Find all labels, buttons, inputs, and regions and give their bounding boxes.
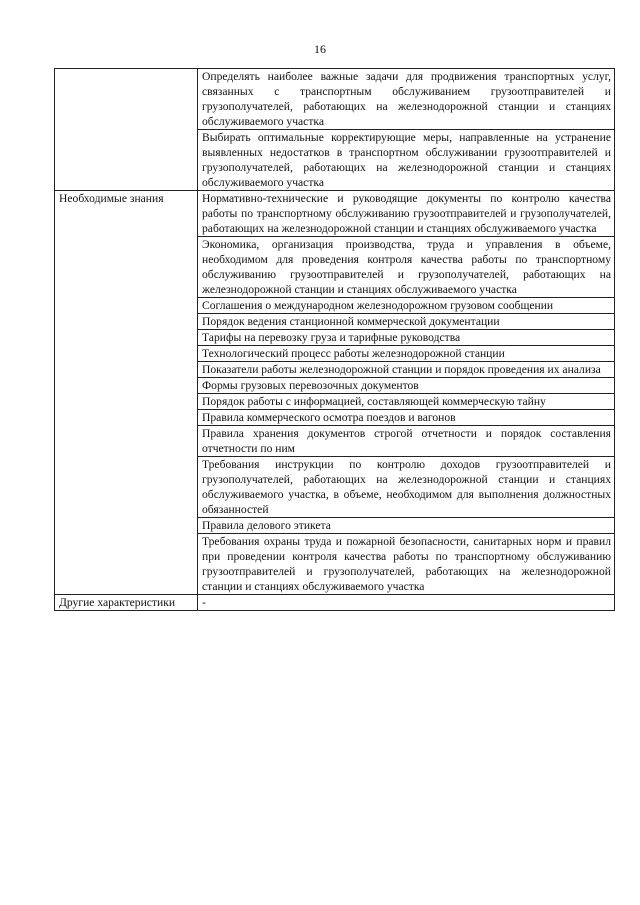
table-cell: Правила делового этикета xyxy=(198,518,615,534)
table-cell: Правила хранения документов строгой отчетности и порядок составления отчетности по ним xyxy=(198,426,615,457)
table-cell: Технологический процесс работы железнодорожной станции xyxy=(198,346,615,362)
table-cell: Порядок работы с информацией, составляющей коммерческую тайну xyxy=(198,394,615,410)
table-cell: Требования инструкции по контролю доходов грузоотправителей и грузополучателей, работающих на железнодорожной станции и станциях обслуживаемого участка, в объеме, необходимом для выполнения должностных обязанностей xyxy=(198,457,615,518)
table-cell: Показатели работы железнодорожной станции и порядок проведения их анализа xyxy=(198,362,615,378)
table-cell: Требования охраны труда и пожарной безопасности, санитарных норм и правил при проведении контроля качества работы по транспортному обслуживанию грузоотправителей и грузополучателей, работающих на железнодорожной станции и станциях обслуживаемого участка xyxy=(198,534,615,595)
table-cell: Нормативно-технические и руководящие документы по контролю качества работы по транспортному обслуживанию грузоотправителей и грузополучателей, работающих на железнодорожной станции и станциях обслуживаемого участка xyxy=(198,191,615,237)
table-cell: Тарифы на перевозку груза и тарифные руководства xyxy=(198,330,615,346)
job-function-table xyxy=(54,68,615,611)
table-cell: - xyxy=(198,595,615,611)
row-label-other-characteristics: Другие характеристики xyxy=(55,595,198,611)
table-cell: Правила коммерческого осмотра поездов и вагонов xyxy=(198,410,615,426)
table-cell: Порядок ведения станционной коммерческой документации xyxy=(198,314,615,330)
table-row xyxy=(55,191,615,237)
row-label-skills xyxy=(55,69,198,191)
table-cell: Определять наиболее важные задачи для продвижения транспортных услуг, связанных с транспортным обслуживанием грузоотправителей и грузополучателей, работающих на железнодорожной станции и станциях обслуживаемого участка xyxy=(198,69,615,130)
page-number: 16 xyxy=(314,42,326,56)
table-cell: Соглашения о международном железнодорожном грузовом сообщении xyxy=(198,298,615,314)
row-label-required-knowledge: Необходимые знания xyxy=(55,191,198,595)
table-cell: Формы грузовых перевозочных документов xyxy=(198,378,615,394)
table-cell: Экономика, организация производства, труда и управления в объеме, необходимом для проведения контроля качества работы по транспортному обслуживанию грузоотправителей и грузополучателей, работающих на железнодорожной станции и станциях обслуживаемого участка xyxy=(198,237,615,298)
table-row xyxy=(55,595,615,611)
table-cell: Выбирать оптимальные корректирующие меры, направленные на устранение выявленных недостатков в транспортном обслуживании грузоотправителей и грузополучателей, работающих на железнодорожной станции и станциях обслуживаемого участка xyxy=(198,130,615,191)
table-row xyxy=(55,69,615,130)
